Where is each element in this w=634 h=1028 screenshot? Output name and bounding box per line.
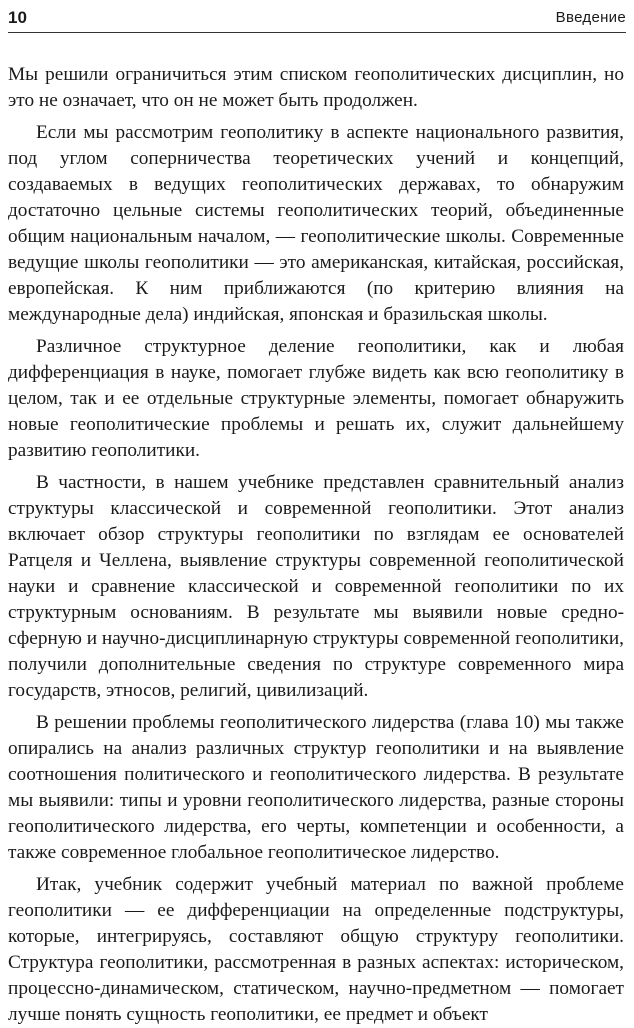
paragraph: Различное структурное деление геополитики, как и любая дифференциация в науке, помогает глубже видеть как всю геополитику в целом, так и ее отдельные структурные элементы, помогает обнаружить новые геополитические проблемы и решать их, служит дальнейшему развитию геополитики. bbox=[8, 336, 624, 461]
paragraph: Если мы рассмотрим геополитику в аспекте национального развития, под углом соперничества теоретических учений и концепций, создаваемых в ведущих геополитических державах, то обнаружим достаточно цельные системы геополитических теорий, объединенные общим национальным началом, — геополитические школы. Современные ведущие школы геополитики — это американская, китайская, российская, европейская. К ним приближаются (по критерию влияния на международные дела) индийская, японская и бразильская школы. bbox=[8, 122, 624, 325]
page-number: 10 bbox=[8, 8, 27, 27]
paragraph: Итак, учебник содержит учебный материал по важной проблеме геополитики — ее дифференциации на определенные подструктуры, которые, интегрируясь, составляют общую структуру геополитики. Структура геополитики, рассмотренная в разных аспектах: историческом, процессно-динамическом, статическом, научно-предметном — помогает лучше понять сущность геополитики, ее предмет и объект bbox=[8, 874, 624, 1025]
page-header bbox=[8, 6, 626, 33]
running-head: Введение bbox=[555, 9, 626, 26]
body-text bbox=[8, 62, 624, 1028]
paragraph: В частности, в нашем учебнике представлен сравнительный анализ структуры классической и современной геополитики. Этот анализ включает обзор структуры геополитики по взглядам ее основателей Ратцеля и Челлена, выявление структуры современной геополитической науки и сравнение классической и современной геополитики по их структурным основаниям. В результате мы выявили новые средно-сферную и научно-дисциплинарную структуры современной геополитики, получили дополнительные сведения по структуре современного мира государств, этносов, религий, цивилизаций. bbox=[8, 472, 624, 701]
paragraph: Мы решили ограничиться этим списком геополитических дисциплин, но это не означает, что он не может быть продолжен. bbox=[8, 64, 624, 111]
paragraph: В решении проблемы геополитического лидерства (глава 10) мы также опирались на анализ различных структур геополитики и на выявление соотношения политического и геополитического лидерства. В результате мы выявили: типы и уровни геополитического лидерства, разные стороны геополитического лидерства, его черты, компетенции и особенности, а также современное глобальное геополитическое лидерство. bbox=[8, 712, 624, 863]
